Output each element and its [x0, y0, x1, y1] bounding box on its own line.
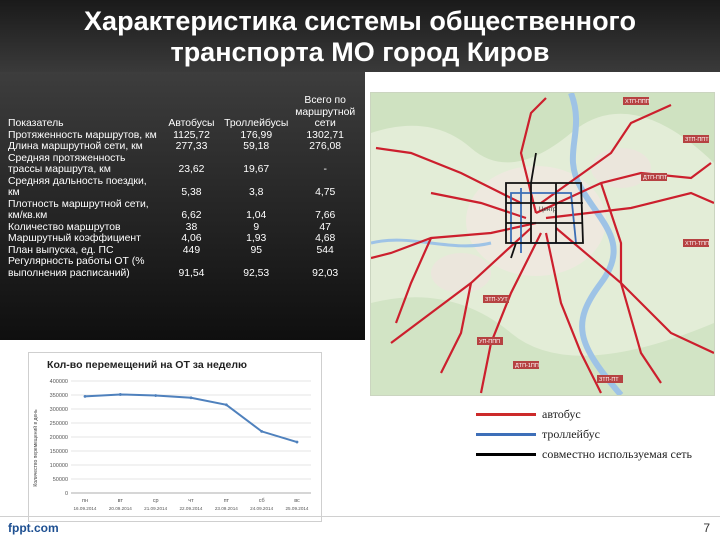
x-tick-label: вс — [294, 498, 300, 504]
cell-trolleys: 19,67 — [243, 164, 270, 175]
y-tick-label: 250000 — [49, 421, 68, 427]
cell-total: 7,66 — [315, 210, 336, 221]
cell-total: 544 — [316, 244, 334, 256]
row-label: Маршрутный коэффициент — [8, 233, 141, 244]
y-tick-label: 400000 — [49, 379, 68, 385]
row-label: Регулярность работы ОТ (% выполнения расписаний) — [8, 256, 145, 279]
x-date-label: 20.09.2014 — [108, 506, 132, 511]
x-tick-label: ср — [152, 498, 159, 504]
x-tick-label: чт — [188, 498, 194, 504]
x-date-label: 21.09.2014 — [144, 506, 168, 511]
chart-marks — [84, 393, 299, 443]
table-row — [6, 256, 360, 279]
stats-table — [6, 95, 360, 279]
header-trolleys: Троллейбусы — [224, 118, 289, 129]
x-date-label: 22.09.2014 — [179, 506, 203, 511]
district-label: ДТП-ППТ — [643, 175, 668, 181]
row-label: Плотность маршрутной сети, км/кв.км — [8, 198, 149, 221]
trips-chart — [28, 352, 322, 522]
cell-trolleys: 3,8 — [248, 187, 264, 198]
row-label: Количество маршрутов — [8, 221, 121, 233]
district-label: ЗТП-ППТ — [685, 137, 709, 143]
legend-label-trolleybus: троллейбус — [542, 427, 600, 441]
x-date-label: 16.09.2014 — [73, 506, 97, 511]
row-label: Средняя дальность поездки, км — [8, 175, 147, 198]
urban-area — [591, 148, 651, 188]
cell-trolleys: 95 — [250, 244, 262, 256]
district-label: ЗТП-ПТ — [599, 377, 619, 383]
table-row — [6, 176, 360, 199]
footer-divider — [0, 516, 720, 517]
table-row — [6, 199, 360, 222]
cell-buses: 277,33 — [175, 141, 208, 152]
table-row — [6, 222, 360, 234]
data-point — [260, 430, 263, 433]
cell-total: 1302,71 — [306, 129, 344, 141]
y-tick-label: 0 — [64, 491, 68, 497]
map-legend — [460, 404, 708, 464]
title-line-1: Характеристика системы общественного — [84, 6, 636, 36]
legend-label-shared: совместно используемая сеть — [542, 447, 692, 461]
cell-buses: 1125,72 — [173, 129, 210, 141]
district-label: ЗТП-УУТ — [485, 297, 508, 303]
table-row — [6, 130, 360, 142]
cell-trolleys: 176,99 — [240, 129, 273, 141]
district-label: УП-ППП — [479, 339, 501, 345]
y-tick-label: 300000 — [49, 407, 68, 413]
x-date-label: 24.09.2014 — [250, 506, 274, 511]
cell-trolleys: 1,93 — [246, 233, 267, 244]
legend-swatch-shared — [476, 453, 536, 456]
route-map-svg — [371, 93, 714, 395]
y-tick-label: 100000 — [49, 463, 68, 469]
cell-total: 47 — [319, 221, 331, 233]
cell-trolleys: 9 — [253, 221, 260, 233]
series-line — [85, 394, 297, 442]
cell-total: 4,68 — [315, 233, 336, 244]
district-label: ХТП-ТПП — [685, 241, 710, 247]
cell-buses: 449 — [182, 244, 201, 256]
header-buses: Автобусы — [168, 118, 215, 129]
x-tick-label: вт — [117, 498, 123, 504]
x-tick-label: пт — [223, 498, 230, 504]
data-point — [154, 394, 157, 397]
cell-trolleys: 1,04 — [246, 210, 267, 221]
legend-item-trolleybus — [460, 426, 708, 442]
chart-title: Кол-во перемещений на ОТ за неделю — [47, 359, 247, 371]
district-label: ХТП-ППП — [625, 99, 650, 105]
chart-grid — [50, 379, 311, 511]
cell-buses: 4,06 — [181, 233, 202, 244]
cell-total: 4,75 — [315, 187, 336, 198]
y-tick-label: 50000 — [52, 477, 68, 483]
legend-swatch-bus — [476, 413, 536, 416]
cell-buses: 6,62 — [181, 210, 202, 221]
cell-buses: 5,38 — [181, 187, 202, 198]
title-line-2: транспорта МО город Киров — [170, 37, 550, 67]
cell-buses: 38 — [185, 221, 198, 233]
city-center-label: Центр — [539, 207, 557, 213]
cell-total: 92,03 — [312, 267, 339, 279]
legend-item-bus — [460, 406, 708, 422]
district-label: ДТП-1ПП — [515, 363, 539, 369]
row-label: Протяженность маршрутов, км — [8, 129, 157, 141]
y-axis-label: Количество перемещений в день — [33, 409, 39, 487]
x-date-label: 25.09.2014 — [285, 506, 309, 511]
page-number: 7 — [703, 521, 710, 535]
table-row — [6, 233, 360, 245]
trips-chart-svg — [29, 353, 321, 521]
x-date-label: 23.09.2014 — [214, 506, 238, 511]
row-label: План выпуска, ед. ПС — [8, 244, 114, 256]
x-tick-label: сб — [258, 498, 265, 504]
row-label: Длина маршрутной сети, км — [8, 141, 143, 152]
y-tick-label: 200000 — [49, 435, 68, 441]
y-tick-label: 350000 — [49, 393, 68, 399]
data-point — [190, 396, 193, 399]
cell-trolleys: 92,53 — [243, 267, 270, 279]
footer-brand: fppt.com — [8, 521, 59, 535]
route-map — [370, 92, 715, 396]
cell-total: 276,08 — [309, 141, 342, 152]
data-point — [296, 441, 299, 444]
header-indicator: Показатель — [8, 118, 64, 129]
cell-buses: 91,54 — [178, 267, 205, 279]
table-row — [6, 153, 360, 176]
cell-buses: 23,62 — [178, 164, 205, 175]
legend-label-bus: автобус — [542, 407, 581, 421]
header-total: Всего по маршрутной сети — [295, 95, 356, 129]
row-label: Средняя протяженность трассы маршрута, км — [8, 152, 126, 175]
y-tick-label: 150000 — [49, 449, 68, 455]
data-point — [225, 403, 228, 406]
legend-swatch-trolleybus — [476, 433, 536, 436]
slide-title — [0, 6, 720, 68]
table-header-row — [6, 95, 360, 130]
cell-total: - — [323, 164, 327, 175]
legend-item-shared — [460, 446, 708, 462]
cell-trolleys: 59,18 — [243, 141, 270, 152]
table-row — [6, 245, 360, 257]
data-point — [119, 393, 122, 396]
table-row — [6, 141, 360, 153]
data-point — [84, 395, 87, 398]
x-tick-label: пн — [81, 498, 89, 504]
